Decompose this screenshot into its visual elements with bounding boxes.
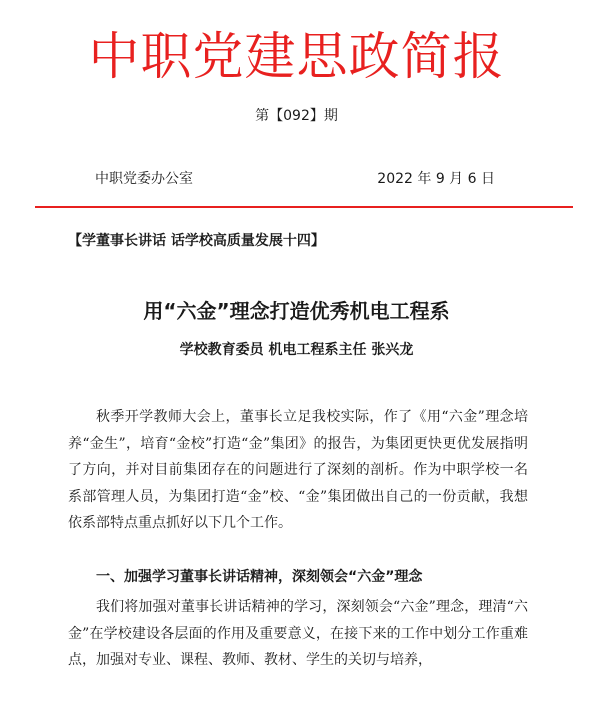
meta-row [95, 169, 495, 189]
issue-date: 2022 年 9 月 6 日 [377, 171, 495, 187]
paragraph-1: 秋季开学教师大会上，董事长立足我校实际，作了《用“六金”理念培养“金生”，培育“金校”打造“金”集团》的报告，为集团更快更优发展指明了方向，并对目前集团存在的问题进行了深刻的剖析。作为中职学校一名系部管理人员，为集团打造“金”校、“金”集团做出自己的一份贡献，我想依系部特点重点抓好以下几个工作。 [68, 409, 528, 531]
article-byline: 学校教育委员 机电工程系主任 张兴龙 [179, 342, 414, 358]
red-divider [35, 206, 573, 208]
masthead-title: 中职党建思政简报 [88, 28, 505, 87]
paragraph-2: 我们将加强对董事长讲话精神的学习，深刻领会“六金”理念，理清“六金”在学校建设各层面的作用及重要意义，在接下来的工作中划分工作重难点，加强对专业、课程、教师、教材、学生的关切与培养， [68, 599, 528, 668]
issuing-office: 中职党委办公室 [95, 171, 193, 187]
article-title: 用“六金”理念打造优秀机电工程系 [143, 299, 450, 323]
column-tag: 【学董事长讲话 话学校高质量发展十四】 [68, 233, 325, 249]
issue-number: 第【092】期 [255, 108, 338, 124]
section-heading-1: 一、加强学习董事长讲话精神，深刻领会“六金”理念 [96, 569, 423, 585]
